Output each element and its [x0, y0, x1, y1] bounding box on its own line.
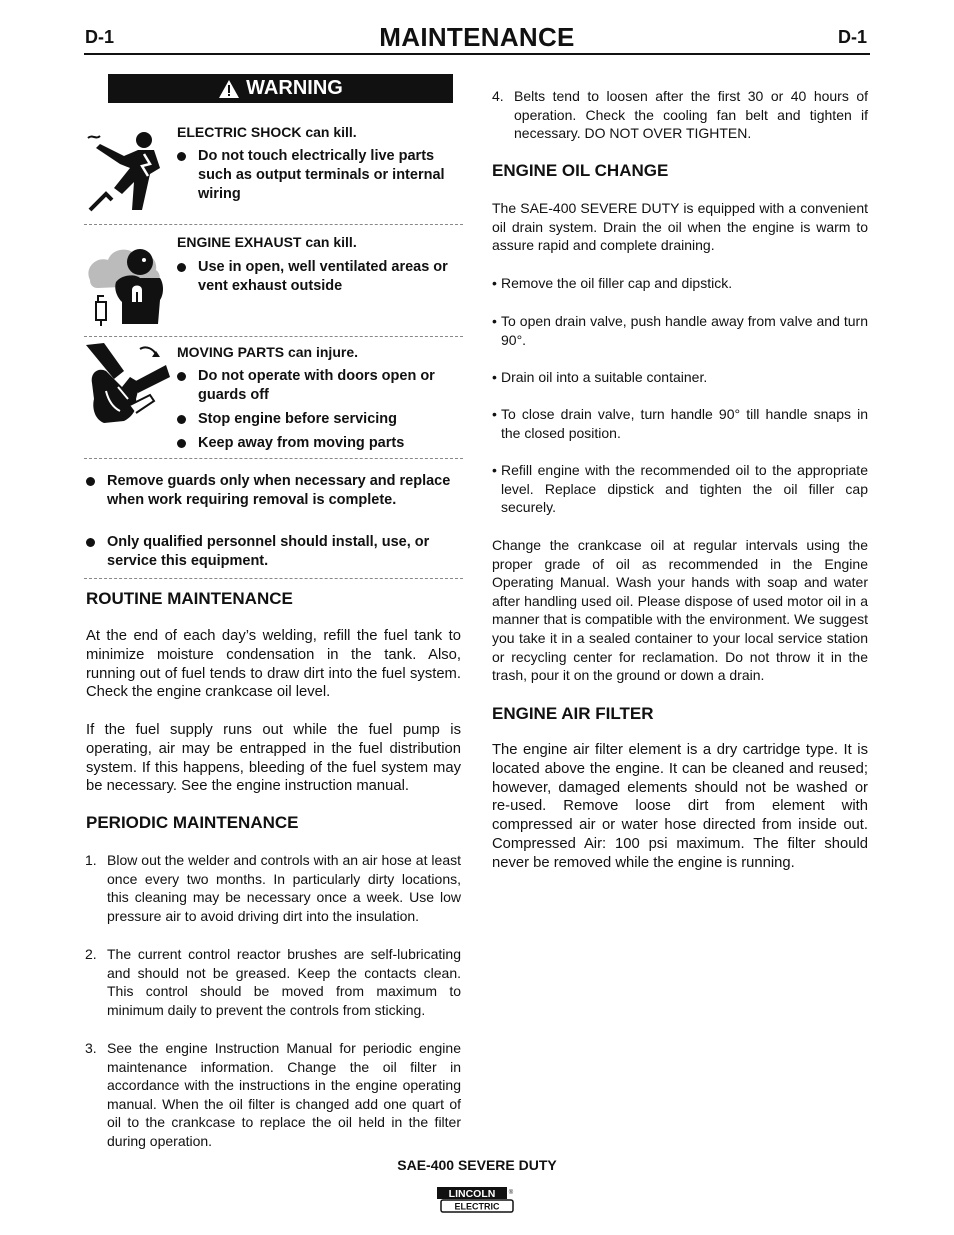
routine-heading: ROUTINE MAINTENANCE — [86, 589, 293, 608]
section-divider — [84, 578, 463, 579]
bullet-dot-icon — [177, 415, 186, 424]
oil-step: • Refill engine with the recommended oil to the appropriate level. Replace dipstick and tighten the oil filler cap securely. — [492, 462, 868, 516]
oil-step: • Remove the oil filler cap and dipstick. — [492, 275, 733, 291]
hazard-bullet: Do not touch electrically live parts such as output terminals or internal wiring — [177, 147, 457, 204]
bullet-dot-icon — [86, 538, 95, 547]
warning-triangle-icon — [218, 79, 240, 99]
periodic-heading: PERIODIC MAINTENANCE — [86, 813, 299, 832]
section-divider — [84, 458, 463, 459]
hazard-title-moving: MOVING PARTS can injure. — [177, 344, 358, 360]
general-warning-bullet: Remove guards only when necessary and replace when work requiring removal is complete. — [86, 472, 454, 510]
periodic-item: 3. See the engine Instruction Manual for periodic engine maintenance information. Change the oil filter in accordance with the instructions in the engine operating manual. When the oil filter is changed add one quart of oil to the crankcase to replace the oil held in the filter during operation. — [85, 1040, 461, 1149]
moving-parts-icon — [84, 343, 170, 433]
page-code-left: D-1 — [85, 27, 115, 47]
electric-shock-icon — [84, 124, 170, 214]
periodic-item: 4. Belts tend to loosen after the first 30 or 40 hours of operation. Check the cooling fan belt and tighten if necessary. DO NOT OVER TIGHTEN. — [492, 88, 868, 142]
engine-exhaust-icon — [84, 244, 170, 328]
svg-text:ELECTRIC: ELECTRIC — [454, 1201, 500, 1212]
routine-paragraph: At the end of each day’s welding, refill the fuel tank to minimize moisture condensation in the tank. Also, running out of fuel tends to draw dirt into the fuel system. Check the engine crankcase oil level. — [86, 628, 461, 701]
page-code-right: D-1 — [838, 27, 868, 47]
svg-text:®: ® — [508, 1190, 514, 1196]
oil-heading: ENGINE OIL CHANGE — [492, 161, 669, 180]
bullet-dot-icon — [86, 477, 95, 486]
hazard-bullet: Do not operate with doors open or guards off — [177, 367, 457, 405]
bullet-dot-icon — [177, 439, 186, 448]
warning-banner — [108, 74, 453, 103]
bullet-dot-icon — [177, 152, 186, 161]
oil-outro: Change the crankcase oil at regular intervals using the proper grade of oil as recommended in the Engine Operating Manual. Wash your hands with soap and water after handling used oil. Please dispose of used motor oil in a manner that is compatible with the environment. We suggest you take it in a sealed container to your local service station or recycling center for reclamation. Do not throw it in the trash, pour it on the ground or down a drain. — [492, 537, 868, 684]
routine-paragraph: If the fuel supply runs out while the fuel pump is operating, air may be entrapped in the fuel distribution system. If this happens, bleeding of the fuel system may be necessary. See the engine instruction manual. — [86, 722, 461, 795]
hazard-title-electric: ELECTRIC SHOCK can kill. — [177, 124, 357, 140]
page-title: MAINTENANCE — [379, 22, 575, 52]
oil-step: • Drain oil into a suitable container. — [492, 369, 708, 385]
bullet-dot-icon — [177, 372, 186, 381]
hazard-bullet: Use in open, well ventilated areas or vent exhaust outside — [177, 258, 457, 296]
lincoln-electric-logo — [437, 1186, 515, 1214]
section-divider — [84, 224, 463, 225]
header-rule — [84, 53, 870, 55]
warning-label: WARNING — [246, 77, 343, 99]
oil-step: • To close drain valve, turn handle 90° till handle snaps in the closed position. — [492, 406, 868, 441]
oil-intro: The SAE-400 SEVERE DUTY is equipped with a convenient oil drain system. Drain the oil when the engine is warm to assure rapid and complete draining. — [492, 200, 868, 254]
bullet-dot-icon — [177, 263, 186, 272]
footer-model: SAE-400 SEVERE DUTY — [397, 1157, 557, 1173]
general-warning-bullet: Only qualified personnel should install, use, or service this equipment. — [86, 533, 454, 571]
air-heading: ENGINE AIR FILTER — [492, 704, 654, 723]
hazard-bullet: Keep away from moving parts — [177, 434, 457, 453]
hazard-title-exhaust: ENGINE EXHAUST can kill. — [177, 234, 357, 250]
periodic-item: 2. The current control reactor brushes are self-lubricating and should not be greased. Keep the contacts clean. This control should be moved from maximum to minimum daily to prevent the controls from sticking. — [85, 946, 461, 1018]
oil-step: • To open drain valve, push handle away from valve and turn 90°. — [492, 313, 868, 348]
svg-text:LINCOLN: LINCOLN — [448, 1188, 496, 1200]
hazard-bullet: Stop engine before servicing — [177, 410, 457, 429]
air-paragraph: The engine air filter element is a dry cartridge type. It is located above the engine. It can be cleaned and reused; however, damaged elements should not be washed or re-used. Remove loose dirt from element with compressed air or water hose directed from inside out. Compressed Air: 100 psi maximum. The filter should never be removed while the engine is running. — [492, 742, 868, 871]
periodic-item: 1. Blow out the welder and controls with an air hose at least once every two months. In particularly dirty locations, this cleaning may be necessary once a week. Use low pressure air to avoid driving dirt into the insulation. — [85, 852, 461, 924]
section-divider — [84, 336, 463, 337]
